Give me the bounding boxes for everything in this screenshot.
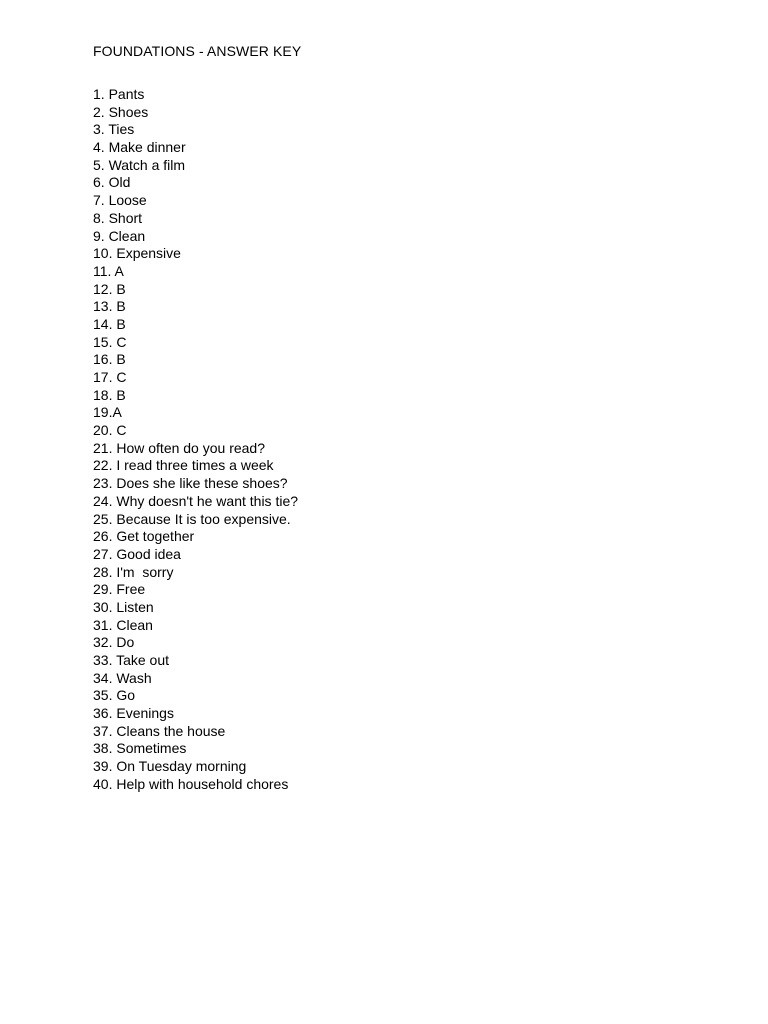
answer-item: 18. B bbox=[93, 386, 126, 403]
answer-item: 31. Clean bbox=[93, 616, 153, 633]
answer-item: 30. Listen bbox=[93, 598, 154, 615]
answer-item: 12. B bbox=[93, 280, 126, 297]
answer-item: 21. How often do you read? bbox=[93, 439, 266, 456]
answer-item: 22. I read three times a week bbox=[93, 457, 274, 474]
answer-item: 29. Free bbox=[93, 581, 146, 598]
answer-item: 4. Make dinner bbox=[93, 139, 186, 156]
answer-item: 5. Watch a film bbox=[93, 156, 186, 173]
answer-item: 32. Do bbox=[93, 634, 135, 651]
answer-item: 35. Go bbox=[93, 687, 136, 704]
answer-item: 9. Clean bbox=[93, 227, 146, 244]
answer-item: 13. B bbox=[93, 298, 126, 315]
answer-item: 28. I'm sorry bbox=[93, 563, 174, 580]
answer-item: 38. Sometimes bbox=[93, 740, 187, 757]
answer-item: 6. Old bbox=[93, 174, 131, 191]
answer-item: 37. Cleans the house bbox=[93, 722, 226, 739]
answer-item: 24. Why doesn't he want this tie? bbox=[93, 492, 299, 509]
answer-item: 11. A bbox=[93, 262, 124, 279]
answer-item: 16. B bbox=[93, 351, 126, 368]
answer-item: 8. Short bbox=[93, 209, 143, 226]
answer-item: 25. Because It is too expensive. bbox=[93, 510, 291, 527]
answer-item: 36. Evenings bbox=[93, 705, 174, 722]
answer-item: 3. Ties bbox=[93, 121, 135, 138]
answer-item: 40. Help with household chores bbox=[93, 775, 289, 792]
answer-item: 39. On Tuesday morning bbox=[93, 758, 247, 775]
answer-item: 15. C bbox=[93, 333, 127, 350]
answer-item: 7. Loose bbox=[93, 192, 147, 209]
answer-list bbox=[93, 86, 298, 794]
answer-item: 20. C bbox=[93, 422, 127, 439]
answer-item: 14. B bbox=[93, 315, 126, 332]
answer-item: 27. Good idea bbox=[93, 545, 181, 562]
page-title: FOUNDATIONS - ANSWER KEY bbox=[93, 43, 302, 59]
answer-item: 17. C bbox=[93, 369, 127, 385]
answer-item: 26. Get together bbox=[93, 528, 195, 545]
answer-item: 19.A bbox=[93, 404, 122, 421]
answer-item: 10. Expensive bbox=[93, 245, 181, 262]
answer-item: 1. Pants bbox=[93, 86, 145, 102]
answer-item: 34. Wash bbox=[93, 669, 152, 686]
answer-item: 33. Take out bbox=[93, 652, 170, 668]
answer-item: 2. Shoes bbox=[93, 103, 149, 120]
answer-item: 23. Does she like these shoes? bbox=[93, 475, 288, 492]
